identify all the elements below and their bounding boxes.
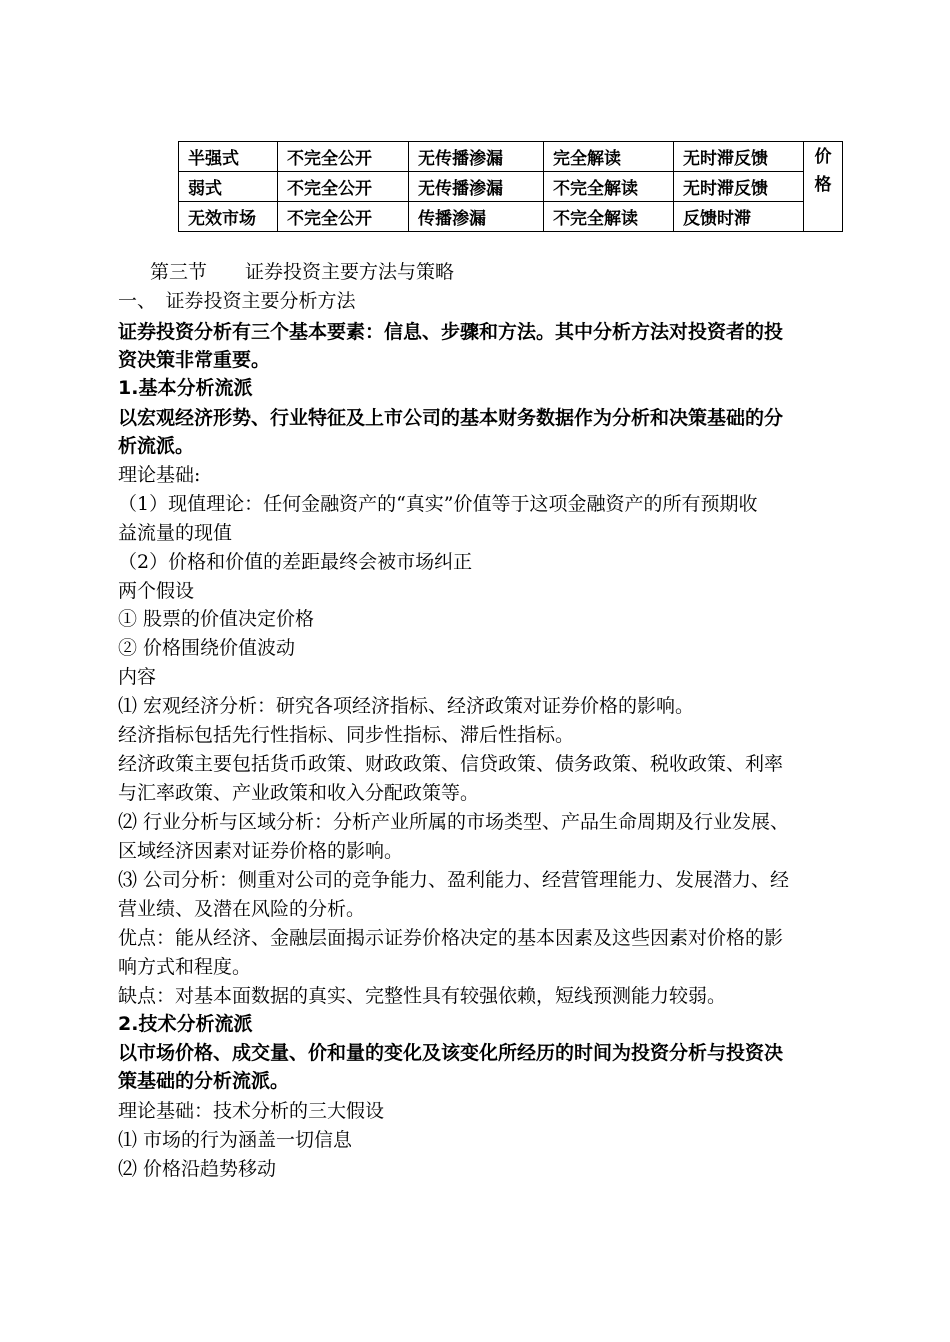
market-efficiency-table xyxy=(178,141,843,232)
section-title: 第三节 证券投资主要方法与策略 xyxy=(150,261,455,283)
price-char-1: 价 xyxy=(814,147,832,167)
section-heading: 一、 证券投资主要分析方法 xyxy=(118,290,356,312)
subheading-fundamental: 1.基本分析流派 xyxy=(118,377,253,399)
text-line: 两个假设 xyxy=(118,580,195,602)
text-line: 益流量的现值 xyxy=(118,522,233,544)
text-line: （1）现值理论：任何金融资产的“真实”价值等于这项金融资产的所有预期收 xyxy=(118,493,758,515)
text-line: ⑵ 价格沿趋势移动 xyxy=(118,1158,277,1180)
intro-line-1: 证券投资分析有三个基本要素：信息、步骤和方法。其中分析方法对投资者的投 xyxy=(118,321,784,343)
table-cell: 半强式 xyxy=(179,142,278,172)
text-line: 与汇率政策、产业政策和收入分配政策等。 xyxy=(118,782,480,804)
text-line: ② 价格围绕价值波动 xyxy=(118,637,296,659)
text-line: 响方式和程度。 xyxy=(118,956,252,978)
technical-def-1: 以市场价格、成交量、价和量的变化及该变化所经历的时间为投资分析与投资决 xyxy=(118,1042,784,1064)
price-char-2: 格 xyxy=(814,175,832,195)
table-cell: 无时滞反馈 xyxy=(674,142,804,172)
text-line: ① 股票的价值决定价格 xyxy=(118,608,315,630)
table-cell: 无传播渗漏 xyxy=(409,142,544,172)
text-line: ⑵ 行业分析与区域分析：分析产业所属的市场类型、产品生命周期及行业发展、 xyxy=(118,811,790,833)
text-line: 缺点：对基本面数据的真实、完整性具有较强依赖，短线预测能力较弱。 xyxy=(118,985,727,1007)
text-line: 经济政策主要包括货币政策、财政政策、信贷政策、债务政策、税收政策、利率 xyxy=(118,753,784,775)
fundamental-def-1: 以宏观经济形势、行业特征及上市公司的基本财务数据作为分析和决策基础的分 xyxy=(118,407,784,429)
table-cell: 反馈时滞 xyxy=(674,202,804,232)
text-line: ⑴ 市场的行为涵盖一切信息 xyxy=(118,1129,353,1151)
text-line: 区域经济因素对证券价格的影响。 xyxy=(118,840,404,862)
table-cell: 不完全解读 xyxy=(544,202,674,232)
table-row xyxy=(179,142,843,172)
text-line: 内容 xyxy=(118,666,157,688)
text-line: （2）价格和价值的差距最终会被市场纠正 xyxy=(118,551,473,573)
text-line: 优点：能从经济、金融层面揭示证券价格决定的基本因素及这些因素对价格的影 xyxy=(118,927,784,949)
text-line: 经济指标包括先行性指标、同步性指标、滞后性指标。 xyxy=(118,724,575,746)
table-cell: 传播渗漏 xyxy=(409,202,544,232)
fundamental-def-2: 析流派。 xyxy=(118,435,195,457)
table-cell: 不完全公开 xyxy=(278,202,409,232)
technical-def-2: 策基础的分析流派。 xyxy=(118,1070,290,1092)
table-cell: 完全解读 xyxy=(544,142,674,172)
table-cell: 不完全解读 xyxy=(544,172,674,202)
subheading-technical: 2.技术分析流派 xyxy=(118,1013,253,1035)
text-line: ⑴ 宏观经济分析：研究各项经济指标、经济政策对证券价格的影响。 xyxy=(118,695,695,717)
table-row xyxy=(179,172,843,202)
text-line: 理论基础: xyxy=(118,464,201,486)
table-cell: 弱式 xyxy=(179,172,278,202)
table-cell: 不完全公开 xyxy=(278,172,409,202)
table-cell: 无时滞反馈 xyxy=(674,172,804,202)
intro-line-2: 资决策非常重要。 xyxy=(118,349,271,371)
table-cell: 无传播渗漏 xyxy=(409,172,544,202)
price-column-cell xyxy=(804,142,843,232)
text-line: 理论基础：技术分析的三大假设 xyxy=(118,1100,385,1122)
table-cell: 无效市场 xyxy=(179,202,278,232)
text-line: 营业绩、及潜在风险的分析。 xyxy=(118,898,366,920)
table-cell: 不完全公开 xyxy=(278,142,409,172)
text-line: ⑶ 公司分析：侧重对公司的竞争能力、盈利能力、经营管理能力、发展潜力、经 xyxy=(118,869,790,891)
table-row xyxy=(179,202,843,232)
